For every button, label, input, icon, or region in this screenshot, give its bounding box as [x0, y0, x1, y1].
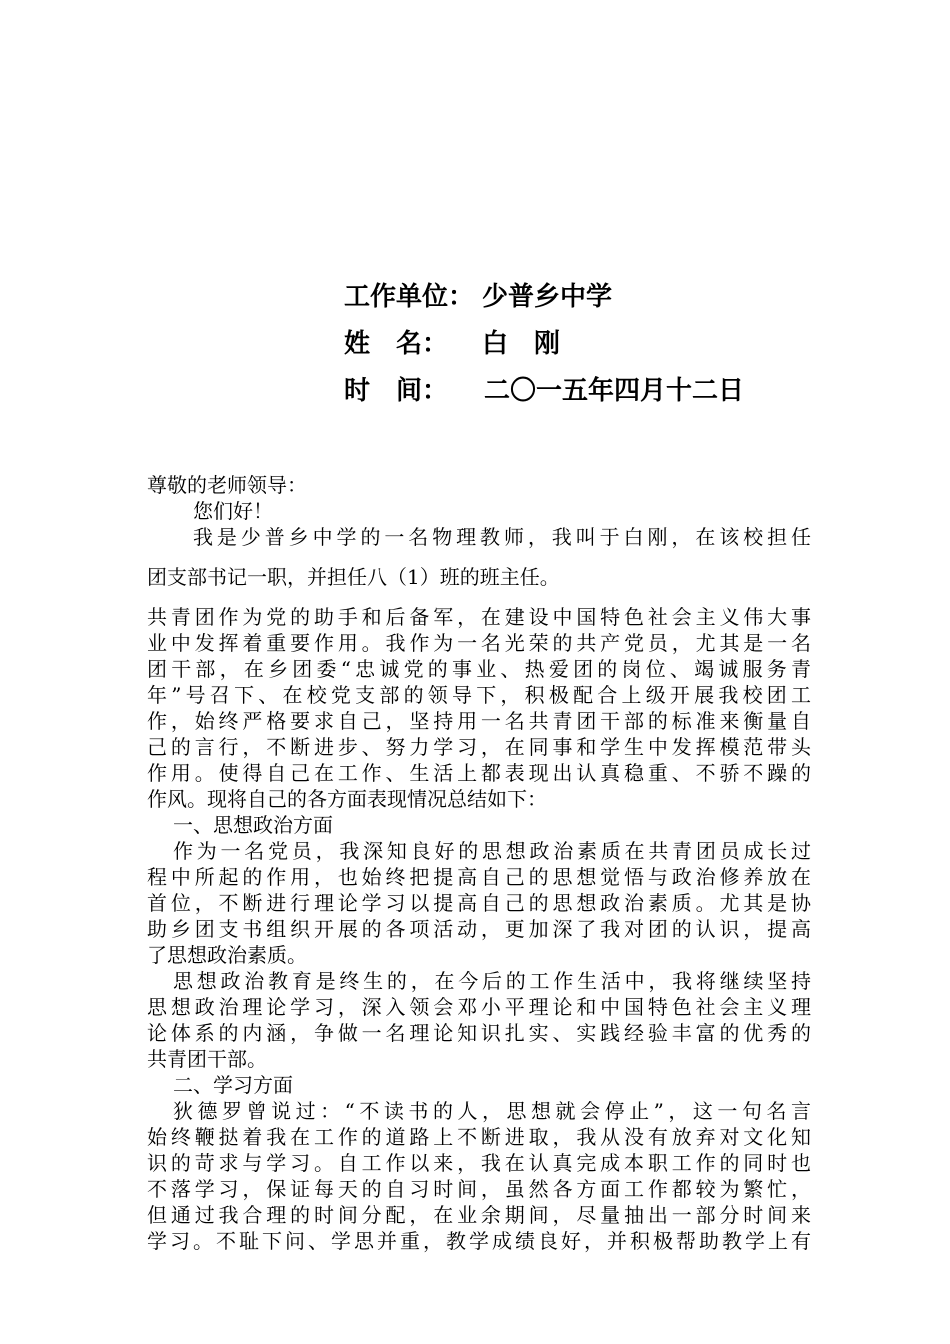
paragraph-line: 己的言行，不断进步、努力学习，在同事和学生中发挥模范带头	[147, 735, 811, 759]
section-heading-study: 二、学习方面	[173, 1073, 293, 1097]
paragraph-line: 年”号召下、在校党支部的领导下，积极配合上级开展我校团工	[147, 683, 811, 707]
paragraph-line: 论体系的内涵，争做一名理论知识扎实、实践经验丰富的优秀的	[147, 1021, 811, 1045]
paragraph-line: 作为一名党员，我深知良好的思想政治素质在共青团员成长过	[173, 839, 811, 863]
paragraph-line: 共青团干部。	[147, 1047, 267, 1071]
paragraph-line: 识的苛求与学习。自工作以来，我在认真完成本职工作的同时也	[147, 1151, 811, 1175]
paragraph-line: 作风。现将自己的各方面表现情况总结如下：	[147, 787, 547, 811]
paragraph-line: 程中所起的作用，也始终把提高自己的思想觉悟与政治修养放在	[147, 865, 811, 889]
greeting: 您们好！	[193, 499, 273, 523]
paragraph-line: 但通过我合理的时间分配，在业余期间，尽量抽出一部分时间来	[147, 1203, 811, 1227]
section-heading-politics: 一、思想政治方面	[173, 813, 333, 837]
time-row	[344, 370, 904, 417]
name-label: 姓 名：	[344, 329, 449, 359]
paragraph-3	[147, 968, 811, 1072]
paragraph-4	[147, 1098, 811, 1254]
paragraph-1	[147, 604, 811, 812]
letter-body	[147, 472, 811, 1254]
work-unit-row	[344, 276, 904, 323]
time-value: 二〇一五年四月十二日	[484, 376, 745, 406]
paragraph-line: 狄德罗曾说过：“不读书的人，思想就会停止”，这一句名言	[173, 1099, 811, 1123]
paragraph-line: 作，始终严格要求自己，坚持用一名共青团干部的标准来衡量自	[147, 709, 811, 733]
name-row	[344, 323, 904, 370]
paragraph-2	[147, 838, 811, 968]
paragraph-line: 思想政治教育是终生的，在今后的工作生活中，我将继续坚持	[173, 969, 811, 993]
work-unit-value: 少普乡中学	[482, 282, 613, 312]
time-label: 时 间：	[344, 376, 449, 406]
work-unit-label: 工作单位：	[344, 282, 475, 312]
paragraph-line: 学习。不耻下问、学思并重，教学成绩良好，并积极帮助教学上有	[147, 1229, 811, 1253]
intro-line-2: 团支部书记一职，并担任八（1）班的班主任。	[147, 565, 560, 589]
paragraph-line: 首位，不断进行理论学习以提高自己的思想政治素质。尤其是协	[147, 891, 811, 915]
cover-info-block	[344, 276, 904, 417]
intro-line-1: 我是少普乡中学的一名物理教师，我叫于白刚，在该校担任	[193, 525, 811, 549]
paragraph-line: 共青团作为党的助手和后备军，在建设中国特色社会主义伟大事	[147, 605, 811, 629]
paragraph-line: 团干部，在乡团委“忠诚党的事业、热爱团的岗位、竭诚服务青	[147, 657, 811, 681]
name-value: 白 刚	[482, 329, 561, 359]
paragraph-line: 思想政治理论学习，深入领会邓小平理论和中国特色社会主义理	[147, 995, 811, 1019]
paragraph-line: 不落学习，保证每天的自习时间，虽然各方面工作都较为繁忙，	[147, 1177, 811, 1201]
paragraph-line: 始终鞭挞着我在工作的道路上不断进取，我从没有放弃对文化知	[147, 1125, 811, 1149]
paragraph-line: 作用。使得自己在工作、生活上都表现出认真稳重、不骄不躁的	[147, 761, 811, 785]
paragraph-line: 业中发挥着重要作用。我作为一名光荣的共产党员，尤其是一名	[147, 631, 811, 655]
paragraph-line: 了思想政治素质。	[147, 943, 307, 967]
paragraph-line: 助乡团支书组织开展的各项活动，更加深了我对团的认识，提高	[147, 917, 811, 941]
salutation: 尊敬的老师领导：	[147, 473, 307, 497]
